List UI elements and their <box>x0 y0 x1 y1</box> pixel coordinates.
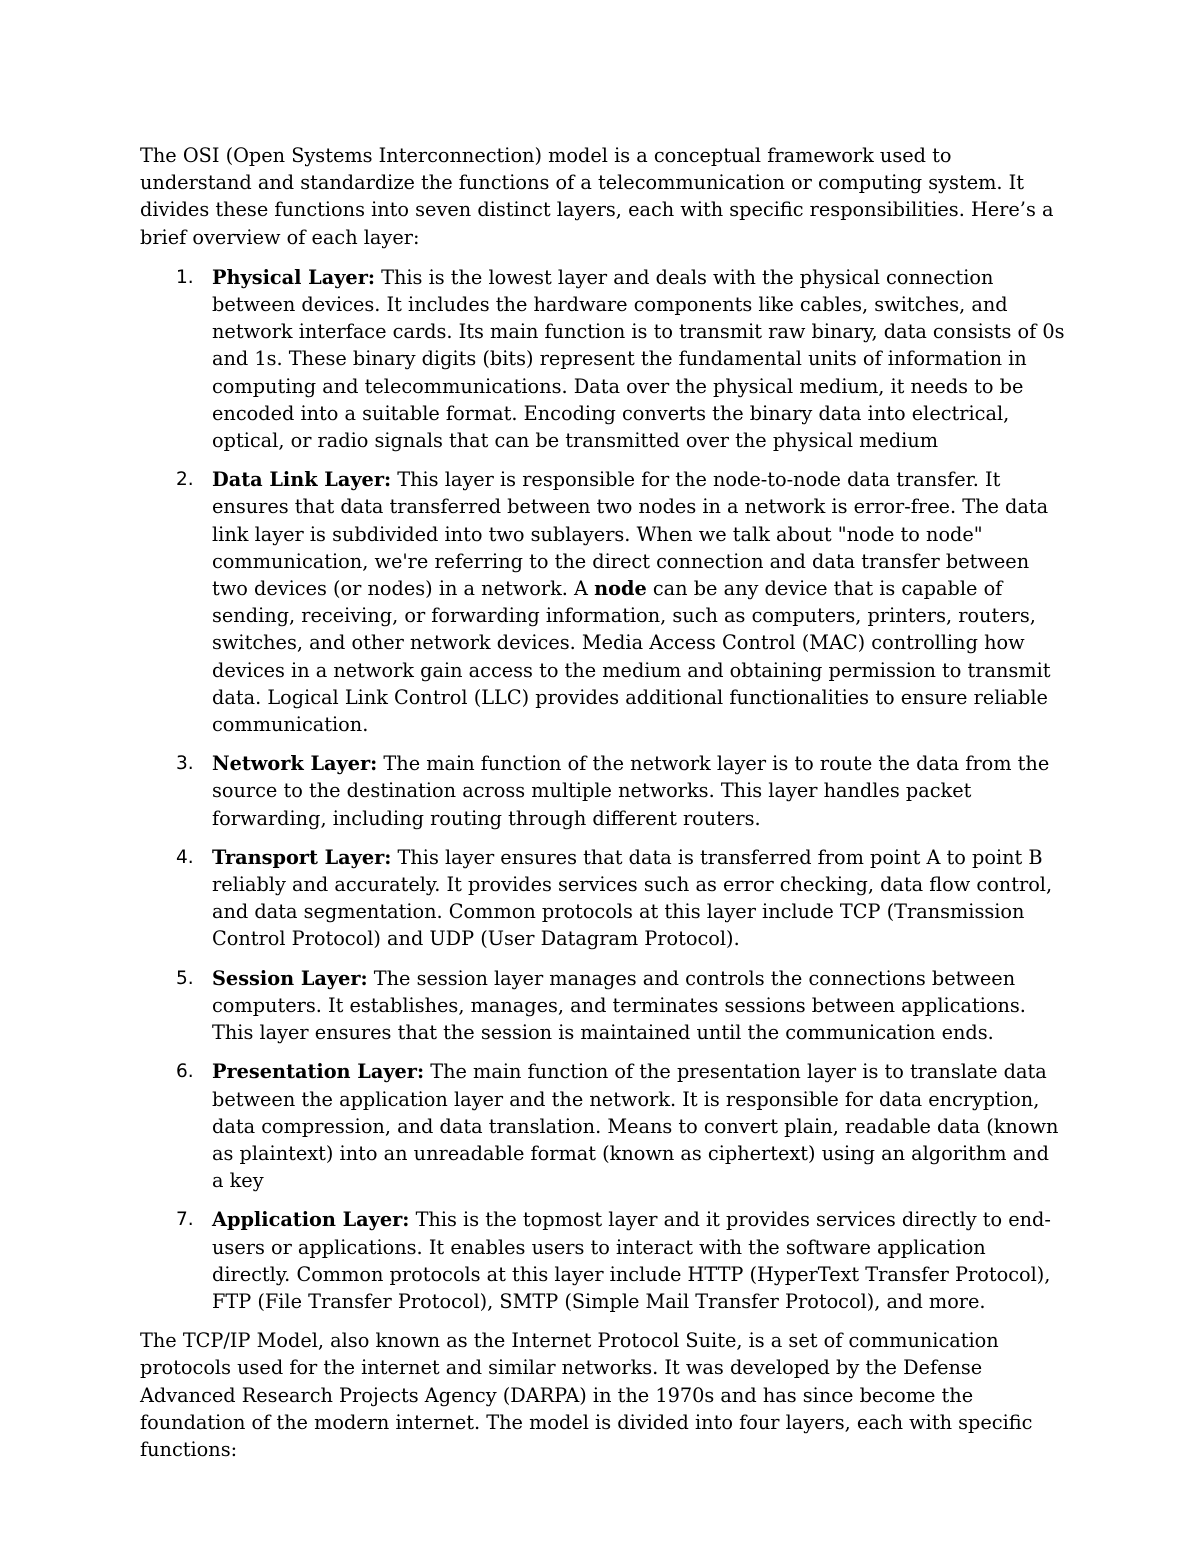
layer-description-continued: can be any device that is capable of sending, receiving, or forwarding information, such as computers, printers, routers, switches, and other network devices. Media Access Control (MAC) controlling how devices in a network gain access to the medium and obtaining permission to transmit data. Logical Link Control (LLC) provides additional functionalities to ensure reliable communication. <box>212 577 1051 737</box>
layer-term: Data Link Layer: <box>212 468 392 492</box>
tcpip-paragraph: The TCP/IP Model, also known as the Internet Protocol Suite, is a set of communication protocols used for the internet and similar networks. It was developed by the Defense Advanced Research Projects Agency (DARPA) in the 1970s and has since become the foundation of the modern internet. The model is divided into four layers, each with specific functions: <box>140 1329 1033 1461</box>
list-item-transport-layer <box>140 844 1065 953</box>
list-number: 1. <box>176 266 194 288</box>
layer-description: This is the topmost layer and it provides services directly to end-users or applications. It enables users to interact with the software application directly. Common protocols at this layer include HTTP (HyperText Transfer Protocol), FTP (File Transfer Protocol), SMTP (Simple Mail Transfer Protocol), and more. <box>212 1208 1051 1313</box>
document-body <box>140 142 1065 1463</box>
list-number: 5. <box>176 967 194 989</box>
list-item-application-layer <box>140 1206 1065 1315</box>
layer-description: The main function of the network layer is to route the data from the source to the destination across multiple networks. This layer handles packet forwarding, including routing through different routers. <box>212 752 1050 830</box>
layer-description: This is the lowest layer and deals with the physical connection between devices. It includes the hardware components like cables, switches, and network interface cards. Its main function is to transmit raw binary, data consists of 0s and 1s. These binary digits (bits) represent the fundamental units of information in computing and telecommunications. Data over the physical medium, it needs to be encoded into a suitable format. Encoding converts the binary data into electrical, optical, or radio signals that can be transmitted over the physical medium <box>212 265 1065 453</box>
list-item-network-layer <box>140 750 1065 832</box>
list-number: 2. <box>176 469 194 491</box>
list-number: 4. <box>176 846 194 868</box>
layer-description: This layer ensures that data is transferred from point A to point B reliably and accurately. It provides services such as error checking, data flow control, and data segmentation. Common protocols at this layer include TCP (Transmission Control Protocol) and UDP (User Datagram Protocol). <box>212 845 1053 951</box>
osi-layer-list <box>140 264 1065 1315</box>
osi-intro-paragraph: The OSI (Open Systems Interconnection) model is a conceptual framework used to understand and standardize the functions of a telecommunication or computing system. It divides these functions into seven distinct layers, each with specific responsibilities. Here’s a brief overview of each layer: <box>140 144 1054 249</box>
layer-description: The main function of the presentation layer is to translate data between the application layer and the network. It is responsible for data encryption, data compression, and data translation. Means to convert plain, readable data (known as plaintext) into an unreadable format (known as ciphertext) using an algorithm and a key <box>212 1060 1059 1193</box>
list-number: 6. <box>176 1061 194 1083</box>
layer-term: Application Layer: <box>212 1208 410 1232</box>
list-item-data-link-layer <box>140 466 1065 738</box>
list-item-presentation-layer <box>140 1058 1065 1194</box>
layer-description: This layer is responsible for the node-to-node data transfer. It ensures that data transferred between two nodes in a network is error-free. The data link layer is subdivided into two sublayers. When we talk about "node to node" communication, we're referring to the direct connection and data transfer between two devices (or nodes) in a network. A <box>212 468 1049 601</box>
bold-node-word: node <box>594 577 647 601</box>
layer-description: The session layer manages and controls the connections between computers. It establishes, manages, and terminates sessions between applications. This layer ensures that the session is maintained until the communication ends. <box>212 966 1026 1045</box>
list-number: 7. <box>176 1209 194 1231</box>
layer-term: Physical Layer: <box>212 265 375 289</box>
list-number: 3. <box>176 753 194 775</box>
layer-term: Presentation Layer: <box>212 1060 425 1084</box>
layer-term: Network Layer: <box>212 752 378 776</box>
list-item-physical-layer <box>140 264 1065 454</box>
list-item-session-layer <box>140 965 1065 1047</box>
layer-term: Transport Layer: <box>212 845 392 869</box>
layer-term: Session Layer: <box>212 966 368 990</box>
